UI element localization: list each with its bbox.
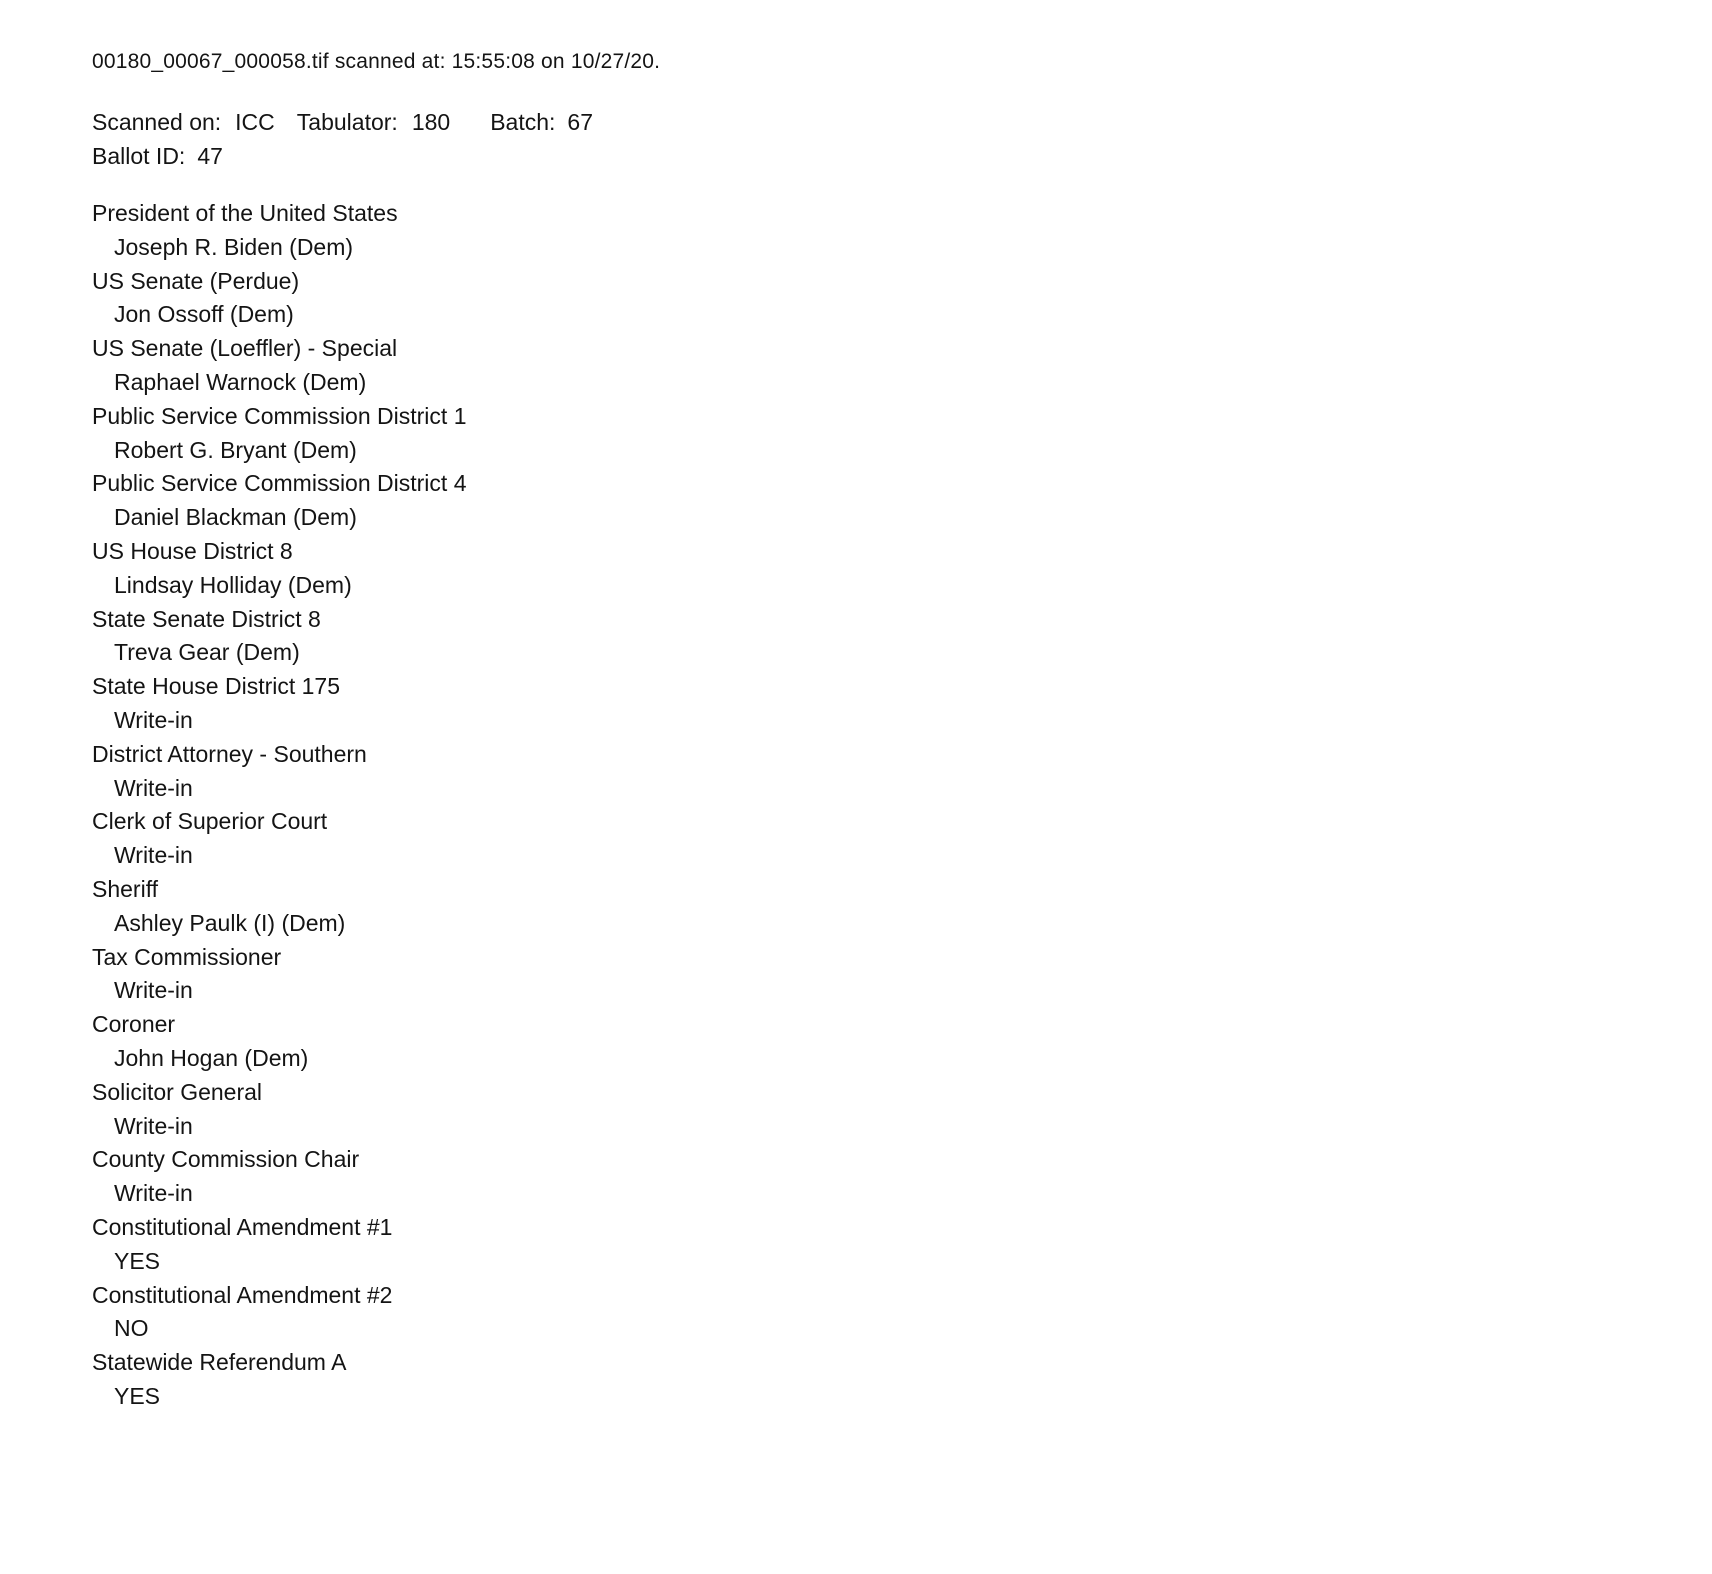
contest-office: District Attorney - Southern bbox=[92, 740, 367, 767]
contest-selection: Daniel Blackman (Dem) bbox=[114, 504, 357, 531]
contest-selection: Write-in bbox=[114, 1180, 193, 1207]
contest-office: US House District 8 bbox=[92, 537, 293, 564]
contest-selection: Write-in bbox=[114, 1112, 193, 1139]
contest-selection: Robert G. Bryant (Dem) bbox=[114, 436, 357, 463]
contest-office: State Senate District 8 bbox=[92, 605, 321, 632]
tabulator-label: Tabulator: bbox=[296, 109, 398, 135]
batch-label: Batch: bbox=[490, 109, 556, 135]
contest-selection: YES bbox=[114, 1247, 161, 1274]
contest-office: Constitutional Amendment #2 bbox=[92, 1281, 393, 1308]
scan-filename-line: 00180_00067_000058.tif scanned at: 15:55:08 on 10/27/20. bbox=[92, 50, 661, 73]
contest-office: Sheriff bbox=[92, 875, 159, 902]
ballot-id-value: 47 bbox=[197, 143, 223, 169]
contest-selection: John Hogan (Dem) bbox=[114, 1044, 309, 1071]
contest-office: State House District 175 bbox=[92, 673, 341, 700]
ballot-id-label: Ballot ID: bbox=[92, 143, 186, 169]
ballot-id-line bbox=[92, 139, 1712, 173]
contest-selection: Treva Gear (Dem) bbox=[114, 639, 300, 666]
contest-office: Constitutional Amendment #1 bbox=[92, 1213, 393, 1240]
contest-office: Statewide Referendum A bbox=[92, 1349, 347, 1376]
contest-selection: Joseph R. Biden (Dem) bbox=[114, 233, 354, 260]
contest-office: US Senate (Perdue) bbox=[92, 267, 300, 294]
contest-office: Public Service Commission District 4 bbox=[92, 470, 467, 497]
contest-selection: Write-in bbox=[114, 774, 193, 801]
scan-info-line bbox=[92, 105, 1712, 139]
contest-office: President of the United States bbox=[92, 200, 398, 226]
contest-selection: Raphael Warnock (Dem) bbox=[114, 368, 367, 395]
contest-office: Coroner bbox=[92, 1011, 176, 1038]
contest-office: Tax Commissioner bbox=[92, 943, 282, 970]
contest-selection: Lindsay Holliday (Dem) bbox=[114, 571, 352, 598]
scanned-on-value: ICC bbox=[235, 109, 275, 135]
contest-selection: YES bbox=[114, 1382, 161, 1409]
contest-office: Public Service Commission District 1 bbox=[92, 402, 467, 429]
contest-selection: NO bbox=[114, 1315, 149, 1342]
contest-selection: Jon Ossoff (Dem) bbox=[114, 301, 294, 328]
contest-office: Solicitor General bbox=[92, 1078, 263, 1105]
contest-list bbox=[92, 197, 1712, 1414]
tabulator-value: 180 bbox=[411, 109, 451, 135]
batch-value: 67 bbox=[567, 109, 593, 135]
contest-selection: Write-in bbox=[114, 842, 193, 869]
contest-selection: Ashley Paulk (I) (Dem) bbox=[114, 909, 346, 936]
scanned-on-label: Scanned on: bbox=[92, 109, 222, 135]
contest-selection: Write-in bbox=[114, 706, 193, 733]
contest-selection: Write-in bbox=[114, 977, 193, 1004]
contest-office: US Senate (Loeffler) - Special bbox=[92, 335, 398, 362]
contest-office: Clerk of Superior Court bbox=[92, 808, 328, 835]
contest-office: County Commission Chair bbox=[92, 1146, 360, 1173]
